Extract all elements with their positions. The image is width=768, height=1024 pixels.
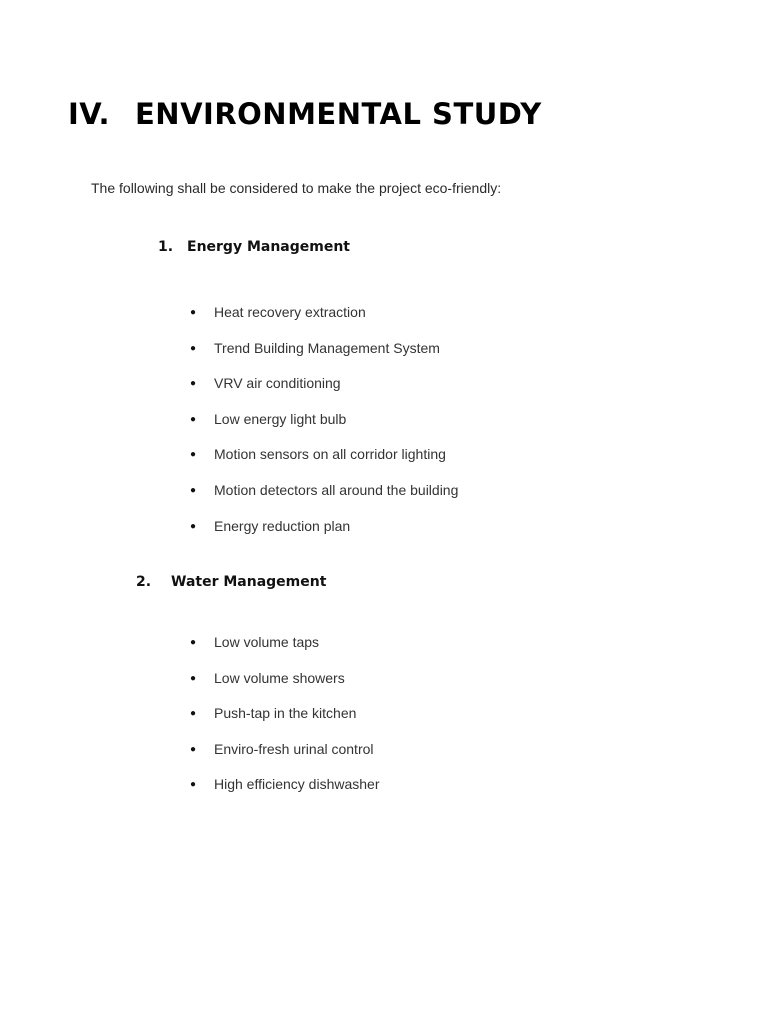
bullet-icon: ● [190, 637, 197, 648]
bullet-icon: ● [190, 449, 197, 461]
list-item-text: Low energy light bulb [214, 410, 347, 427]
bullet-icon: ● [190, 484, 197, 496]
bullet-icon: ● [190, 520, 197, 532]
list-item [190, 373, 458, 409]
list-item-text: Low volume showers [214, 669, 345, 686]
list-item [190, 409, 458, 445]
section-title: Energy Management [187, 239, 351, 255]
list-item-text: Motion sensors on all corridor lighting [214, 446, 446, 463]
list-item-text: Heat recovery extraction [214, 304, 366, 320]
list-item-text: Push-tap in the kitchen [214, 705, 357, 722]
list-item [190, 444, 458, 480]
list-item-text: Enviro-fresh urinal control [214, 740, 374, 757]
list-item-text: Motion detectors all around the building [214, 481, 459, 498]
title-text: ENVIRONMENTAL STUDY [135, 97, 542, 131]
list-item [190, 516, 458, 552]
bullet-icon: ● [190, 708, 197, 720]
list-item [190, 774, 380, 810]
bullet-icon: ● [190, 342, 197, 354]
page-title [68, 97, 542, 131]
section-heading-water [136, 574, 326, 590]
list-item-text: Low volume taps [214, 634, 320, 650]
list-item [190, 739, 380, 775]
list-item-text: VRV air conditioning [214, 375, 341, 392]
list-item [190, 338, 458, 374]
title-number: IV. [68, 97, 111, 131]
list-item-text: Trend Building Management System [214, 339, 440, 356]
list-item [190, 703, 380, 739]
bullet-icon: ● [190, 413, 197, 425]
bullet-icon: ● [190, 378, 197, 390]
list-item [190, 480, 458, 516]
bullet-icon: ● [190, 743, 197, 755]
section-title: Water Management [171, 574, 327, 590]
list-item [190, 632, 380, 668]
section-number: 2. [136, 574, 152, 590]
section-heading-energy [158, 239, 350, 255]
list-item-text: Energy reduction plan [214, 517, 351, 534]
intro-paragraph: The following shall be considered to make the project eco-friendly: [91, 180, 502, 196]
bullet-icon: ● [190, 672, 197, 684]
water-management-list [190, 632, 380, 810]
bullet-icon: ● [190, 779, 197, 791]
section-number: 1. [158, 239, 174, 255]
list-item [190, 668, 380, 704]
list-item [190, 302, 458, 338]
bullet-icon: ● [190, 307, 197, 318]
list-item-text: High efficiency dishwasher [214, 776, 380, 793]
energy-management-list [190, 302, 458, 551]
